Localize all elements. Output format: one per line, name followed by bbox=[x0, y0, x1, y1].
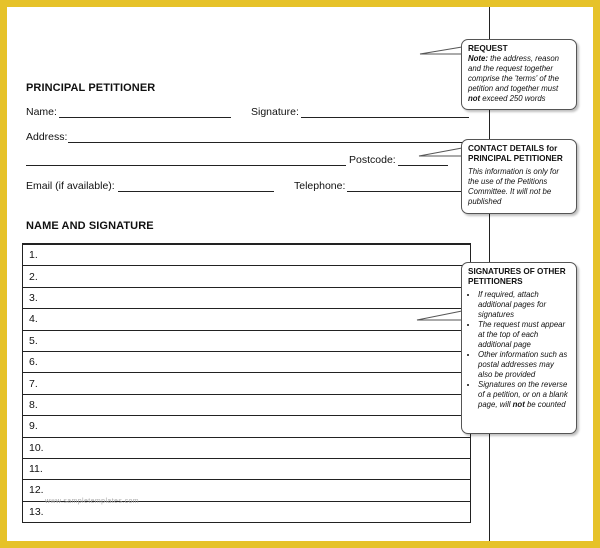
email-label: Email (if available): bbox=[26, 180, 115, 192]
request-callout-title: REQUEST bbox=[468, 44, 508, 53]
contact-pointer bbox=[419, 148, 462, 156]
list-item: • If required, attach additional pages for signatures bbox=[478, 290, 570, 320]
list-item bbox=[478, 380, 570, 410]
petition-form-page bbox=[7, 7, 593, 541]
request-pointer bbox=[420, 47, 462, 54]
row-number: 5. bbox=[23, 330, 471, 351]
row-number: 2. bbox=[23, 266, 471, 287]
row-number: 7. bbox=[23, 373, 471, 394]
request-body-part-2: exceed 250 words bbox=[480, 94, 546, 103]
last-bullet-part-1: Signatures on the reverse of a petition, or on a blank page, will bbox=[478, 380, 568, 409]
row-number: 12. bbox=[23, 480, 471, 501]
request-callout-body bbox=[468, 54, 570, 104]
signatures-pointer bbox=[417, 311, 462, 320]
last-bullet-bold: not bbox=[512, 400, 525, 409]
name-label: Name: bbox=[26, 106, 57, 118]
row-number: 10. bbox=[23, 437, 471, 458]
row-number: 11. bbox=[23, 458, 471, 479]
list-item: • Other information such as postal addresses may also be provided bbox=[478, 350, 570, 380]
row-number: 3. bbox=[23, 287, 471, 308]
faint-watermark-text: www.sampletemplates.com bbox=[45, 498, 140, 505]
row-number: 6. bbox=[23, 351, 471, 372]
address-label: Address: bbox=[26, 131, 68, 143]
other-signatures-callout bbox=[461, 262, 577, 434]
row-number: 8. bbox=[23, 394, 471, 415]
row-number: 4. bbox=[23, 309, 471, 330]
name-and-signature-heading: NAME AND SIGNATURE bbox=[26, 220, 154, 232]
signature-label: Signature: bbox=[251, 106, 299, 118]
last-bullet-part-2: be counted bbox=[524, 400, 566, 409]
telephone-label: Telephone: bbox=[294, 180, 346, 192]
contact-details-callout bbox=[461, 139, 577, 214]
postcode-label: Postcode: bbox=[349, 154, 396, 166]
principal-petitioner-heading: PRINCIPAL PETITIONER bbox=[26, 82, 156, 94]
request-body-part-1: the address, reason and the request together comprise the 'terms' of the petition and together must bbox=[468, 54, 560, 93]
row-number: 9. bbox=[23, 416, 471, 437]
row-number: 1. bbox=[23, 244, 471, 266]
signatures-callout-list bbox=[468, 290, 570, 410]
signatures-callout-title: SIGNATURES OF OTHER PETITIONERS bbox=[468, 267, 566, 286]
list-item: • The request must appear at the top of each additional page bbox=[478, 320, 570, 350]
note-label: Note: bbox=[468, 54, 488, 63]
row-number: 13. bbox=[23, 501, 471, 522]
request-body-bold: not bbox=[468, 94, 481, 103]
contact-callout-body: This information is only for the use of the Petitions Committee. It will not be published bbox=[468, 167, 559, 206]
request-callout bbox=[461, 39, 577, 110]
contact-callout-title: CONTACT DETAILS for PRINCIPAL PETITIONER bbox=[468, 144, 563, 163]
